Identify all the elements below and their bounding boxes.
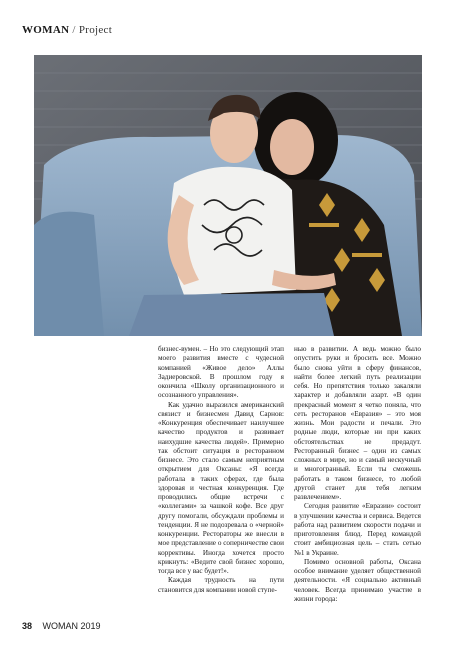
page-header	[22, 24, 112, 36]
paragraph: Как удачно выразился американский связист и бизнесмен Давид Сарнов: «Конкуренция обеспечивает наилучшее качество продуктов и развивает наихудшие качества людей». Примерно так обстоит ситуация в ресторанном бизнесе. Это стало самым неприятным открытием для Оксаны: «Я всегда работала в таких сферах, где была здоровая и честная конкуренция. Где проводились общие встречи с «коллегами» за чашкой кофе. Все друг другу помогали, обсуждали проблемы и тенденции. Я не подозревала о «черной» конкуренции. Рестораторы же внесли в мое представление о соперничестве свои коррективы. Иногда хочется просто крикнуть: «Ведите свой бизнес хорошо, тогда все у вас будет!».	[158, 400, 284, 575]
article-column-2	[294, 345, 421, 604]
article-column-1	[158, 345, 284, 595]
header-separator: /	[72, 24, 76, 36]
photo-illustration	[34, 55, 422, 336]
page-number: 38	[22, 621, 33, 631]
paragraph: бизнес-вумен. – Но это следующий этап моего развития вместе с чудесной компанией «Живое дело» Аллы Задиеровской. В прошлом году я окончила «Школу организационного и осознанного управления».	[158, 345, 284, 400]
paragraph: Сегодня развитие «Евразии» состоит в улучшении качества и сервиса. Ведется работа над развитием скорости подачи и приготовления блюд. Перед командой стоит амбициозная цель – стать сетью №1 в Украине.	[294, 502, 421, 557]
paragraph: Помимо основной работы, Оксана особое внимание уделяет общественной деятельности. «Я социально активный человек. Всегда принимаю участие в жизни города:	[294, 557, 421, 603]
paragraph: Каждая трудность на пути становится для компании новой ступе-	[158, 576, 284, 594]
magazine-brand: WOMAN	[22, 24, 70, 36]
paragraph: нью в развитии. А ведь можно было опустить руки и бросить все. Можно было снова уйти в сферу финансов, найти более легкий путь реализации себя. Но препятствия только закаляли характер и добавляли азарт. «В один прекрасный момент я четко поняла, что сеть ресторанов «Евразия» – это моя жизнь. Мои радости и печали. Это родные люди, которые ни при каких обстоятельствах не предадут. Ресторанный бизнес – один из самых сложных в мире, но и самый нескучный и многогранный. Если ты сможешь работать в таком бизнесе, то любой другой станет для тебя легким развлечением».	[294, 345, 421, 501]
page-footer	[22, 621, 101, 631]
magazine-issue: WOMAN 2019	[42, 621, 101, 631]
feature-photo	[34, 55, 422, 336]
section-name: Project	[78, 24, 113, 36]
